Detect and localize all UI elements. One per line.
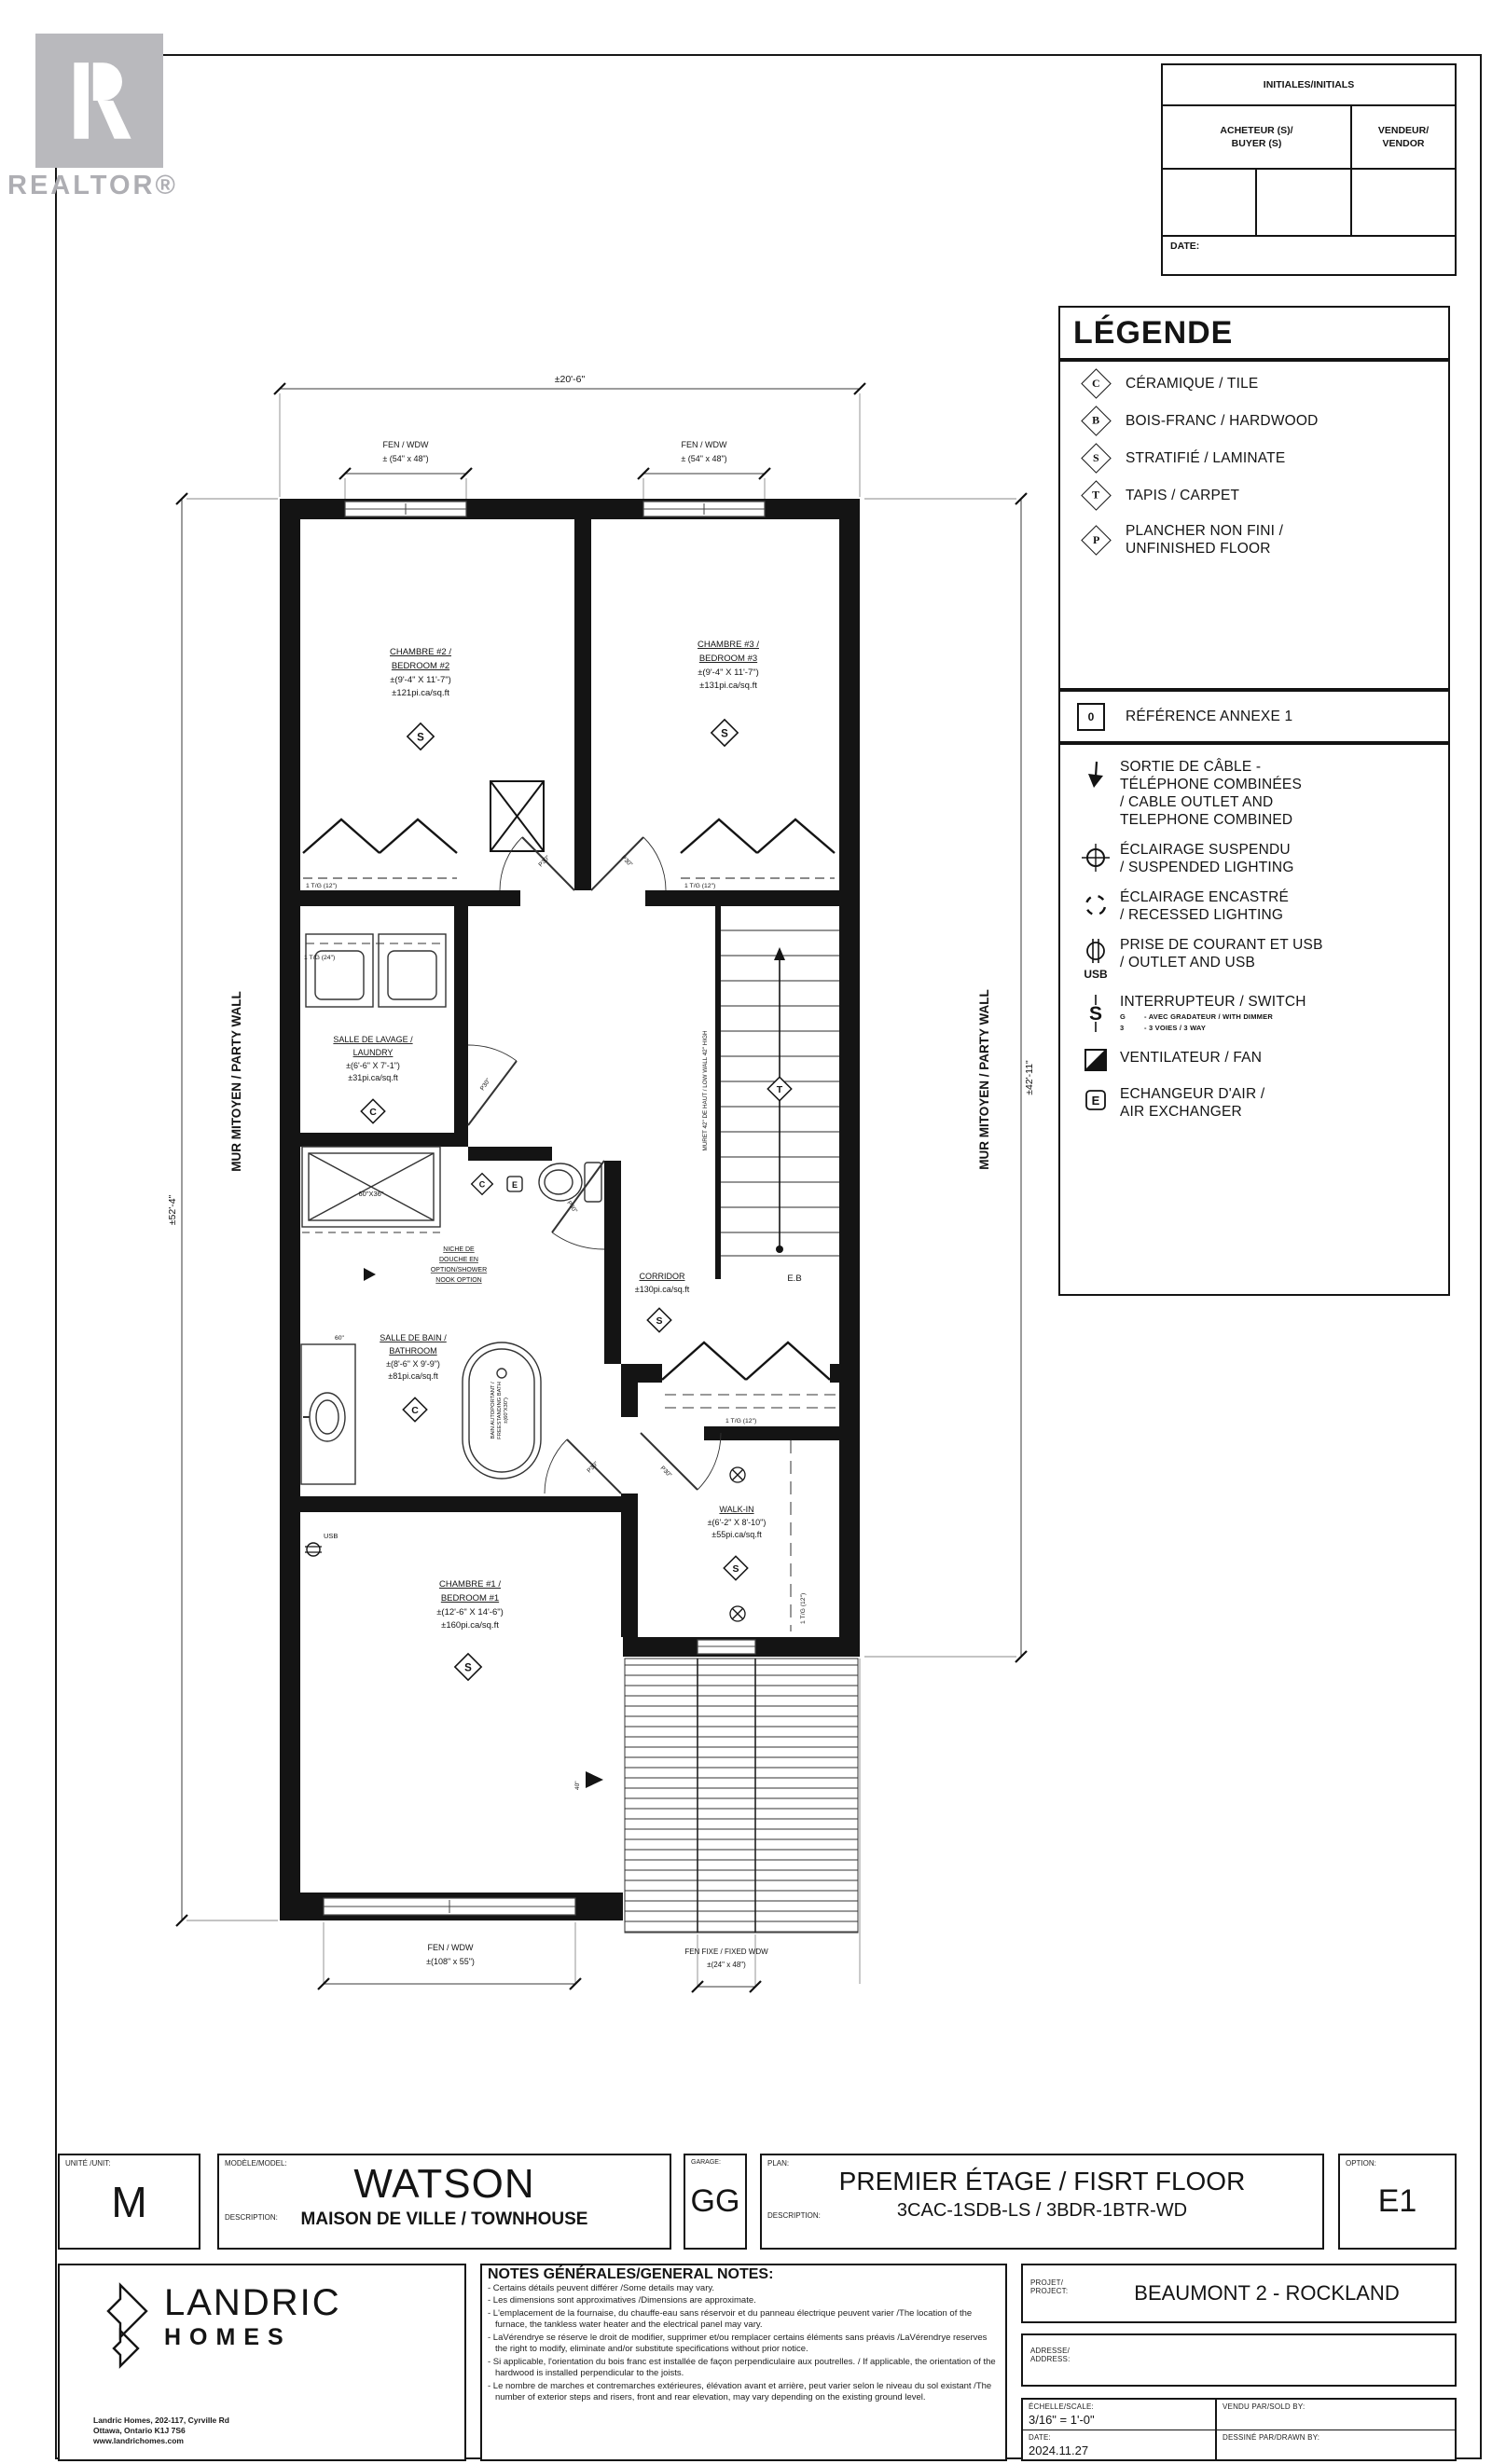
laundry-door: [468, 1045, 517, 1125]
walkin-label: [708, 1505, 767, 1539]
date-value: 2024.11.27: [1029, 2443, 1089, 2457]
svg-text:BAIN AUTOPORTANT /: BAIN AUTOPORTANT /: [490, 1382, 496, 1439]
shower-nook-marker-icon: [364, 1268, 376, 1281]
legend-reference: 0 RÉFÉRENCE ANNEXE 1: [1058, 690, 1450, 743]
svg-text:S: S: [464, 1662, 472, 1674]
scale-date-box: [1021, 2398, 1457, 2461]
dim-right: ±42'-11": [1024, 1060, 1035, 1095]
legend-item-switch: S INTERRUPTEUR / SWITCH G - AVEC GRADATEUR / WITH DIMMER 3 - 3 VOIES / 3 WAY: [1071, 993, 1441, 1033]
realtor-r-icon: [61, 52, 139, 149]
bedroom2-label: [390, 647, 451, 698]
drawn-by-cell[interactable]: DESSINÉ PAR/DRAWN BY:: [1223, 2433, 1320, 2442]
svg-text:BATHROOM: BATHROOM: [389, 1346, 437, 1356]
walkin-door: [641, 1433, 721, 1490]
note-line: - Le nombre de marches et contremarches extérieures, élévation avant et arrière, peut varier selon le niveau du sol existant /The number of exterior steps and risers, front and rear elevation, may vary depending on the existing ground level.: [488, 2380, 992, 2402]
svg-text:CHAMBRE #2 /: CHAMBRE #2 /: [390, 647, 451, 657]
option-box: OPTION: E1: [1338, 2154, 1457, 2250]
project-name: BEAUMONT 2 - ROCKLAND: [1134, 2281, 1400, 2305]
bathroom-label: [380, 1333, 447, 1381]
carpet-diamond-icon: T: [1081, 480, 1112, 511]
svg-text:SALLE DE LAVAGE /: SALLE DE LAVAGE /: [333, 1035, 413, 1044]
buyer-header: ACHETEUR (S)/ BUYER (S): [1163, 106, 1352, 168]
bathroom-floor-diamond: [403, 1397, 426, 1421]
note-line: - LaVérendrye se réserve le droit de modifier, supprimer et/ou remplacer certains éléments sans préavis /LaVérendrye reserves the right to modify, eliminate and/or substitute specifications without prior notice.: [488, 2332, 988, 2354]
stairs-floor-diamond: [767, 1077, 791, 1100]
window-top-right: [643, 502, 765, 516]
laundry-floor-diamond: [361, 1099, 384, 1122]
svg-text:BEDROOM #1: BEDROOM #1: [440, 1593, 500, 1604]
window-bottom: [324, 1898, 575, 1915]
toilet: [539, 1163, 601, 1202]
scale-value: 3/16" = 1'-0": [1029, 2413, 1095, 2427]
svg-text:LAUNDRY: LAUNDRY: [352, 1048, 394, 1057]
svg-text:±31pi.ca/sq.ft: ±31pi.ca/sq.ft: [348, 1073, 398, 1082]
svg-text:FEN FIXE / FIXED WDW: FEN FIXE / FIXED WDW: [684, 1948, 768, 1956]
model-box: MODÈLE/MODEL: DESCRIPTION: WATSON MAISON DE VILLE / TOWNHOUSE: [217, 2154, 671, 2250]
svg-text:±160pi.ca/sq.ft: ±160pi.ca/sq.ft: [441, 1620, 499, 1631]
vendor-header: VENDEUR/ VENDOR: [1377, 125, 1430, 149]
svg-text:1 T/G (12"): 1 T/G (12"): [684, 883, 716, 889]
door-size-labels: [479, 854, 673, 1480]
cable-tel-outlet-icon: [1071, 758, 1120, 829]
svg-text:E: E: [511, 1180, 518, 1190]
svg-text:±(24" x 48"): ±(24" x 48"): [707, 1961, 746, 1969]
svg-text:±(8'-6" X 9'-9"): ±(8'-6" X 9'-9"): [386, 1359, 440, 1369]
vanity-size-label: 60": [335, 1335, 344, 1342]
vanity: [301, 1344, 355, 1484]
legend-item-tile: C CÉRAMIQUE / TILE: [1077, 373, 1439, 394]
svg-text:±(12'-6" X 14'-6"): ±(12'-6" X 14'-6"): [436, 1607, 504, 1617]
builder-name: LANDRIC: [164, 2282, 341, 2323]
tile-diamond-icon: C: [1081, 368, 1112, 399]
svg-text:±121pi.ca/sq.ft: ±121pi.ca/sq.ft: [392, 688, 449, 698]
eb-label: E.B: [787, 1273, 802, 1284]
dim-top: ±20'-6": [554, 374, 586, 385]
svg-text:P30": P30": [565, 1200, 579, 1215]
builder-website[interactable]: www.landrichomes.com: [93, 2436, 184, 2445]
duct-chase: [490, 781, 544, 851]
svg-text:S: S: [417, 732, 424, 744]
svg-text:WALK-IN: WALK-IN: [719, 1505, 754, 1514]
unit-box: UNITÉ /UNIT: M: [58, 2154, 200, 2250]
reference-square-icon: 0: [1077, 703, 1105, 731]
svg-text:±130pi.ca/sq.ft: ±130pi.ca/sq.ft: [634, 1285, 690, 1294]
svg-text:OPTION/SHOWER: OPTION/SHOWER: [430, 1267, 488, 1273]
svg-text:1 T/G (12"): 1 T/G (12"): [306, 883, 338, 889]
note-line: - Certains détails peuvent différer /Some details may vary.: [488, 2282, 715, 2293]
bedroom1-label: [436, 1579, 504, 1631]
legend-item-fan: VENTILATEUR / FAN: [1071, 1045, 1441, 1073]
svg-text:± (54" x 48"): ± (54" x 48"): [681, 454, 727, 463]
initials-title: INITIALES/INITIALS: [1161, 63, 1457, 106]
svg-text:S: S: [1088, 1003, 1103, 1025]
svg-text:MUR MITOYEN / PARTY WALL: MUR MITOYEN / PARTY WALL: [229, 991, 243, 1172]
note-line: - Si applicable, l'orientation du bois franc est installée de façon perpendiculaire aux poutrelles. / If applicable, the orientation of the hardwood is installed perpendicular to the joists.: [488, 2356, 996, 2378]
suspended-light-icon: [1071, 841, 1120, 876]
note-line: - L'emplacement de la fournaise, du chauffe-eau sans réservoir et du panneau électrique peuvent varier /The location of the furnace, the tankless water heater and the electrical panel may vary.: [488, 2307, 973, 2330]
floor-plan: [140, 214, 1072, 2172]
svg-text:±(6'-2" X 8'-10"): ±(6'-2" X 8'-10"): [707, 1518, 767, 1527]
svg-text:S: S: [721, 728, 728, 740]
cable-height-label: 40": [574, 1781, 581, 1790]
svg-text:SALLE DE BAIN /: SALLE DE BAIN /: [380, 1333, 447, 1342]
note-line: - Les dimensions sont approximatives /Dimensions are approximate.: [488, 2295, 756, 2306]
shower-nook-label: [431, 1246, 487, 1284]
recessed-lights: [730, 1467, 745, 1621]
builder-box: [58, 2264, 466, 2461]
svg-text:1 T/G (12"): 1 T/G (12"): [725, 1418, 757, 1425]
bedroom1-floor-diamond: [455, 1654, 481, 1680]
model-description: MAISON DE VILLE / TOWNHOUSE: [300, 2209, 588, 2229]
legend-item-outlet-usb: USB PRISE DE COURANT ET USB / OUTLET AND USB: [1071, 936, 1441, 981]
plan-box: PLAN: DESCRIPTION: PREMIER ÉTAGE / FISRT FLOOR 3CAC-1SDB-LS / 3BDR-1BTR-WD: [760, 2154, 1324, 2250]
initials-table: [1161, 63, 1457, 276]
svg-text:P30": P30": [478, 1077, 492, 1093]
scale-cell: ÉCHELLE/SCALE: 3/16" = 1'-0": [1023, 2400, 1217, 2430]
svg-text:±81pi.ca/sq.ft: ±81pi.ca/sq.ft: [388, 1371, 438, 1381]
landric-logo-icon: [91, 2282, 149, 2385]
bedroom3-floor-diamond: [711, 720, 738, 746]
buyer-initials-cell-2[interactable]: [1257, 170, 1352, 235]
svg-text:BEDROOM #3: BEDROOM #3: [698, 654, 758, 664]
legend-flooring: [1058, 360, 1450, 690]
window-fixed: [698, 1640, 755, 1654]
svg-text:±(9'-4" X 11'-7"): ±(9'-4" X 11'-7"): [390, 675, 451, 685]
project-box: PROJET/ PROJECT: BEAUMONT 2 - ROCKLAND: [1021, 2264, 1457, 2323]
svg-text:P30": P30": [586, 1460, 601, 1475]
outlet-usb-icon: USB: [1071, 936, 1120, 981]
svg-text:C: C: [369, 1107, 377, 1118]
corridor-floor-diamond: [647, 1308, 670, 1331]
svg-text:±(6'-6" X 7'-1"): ±(6'-6" X 7'-1"): [346, 1061, 400, 1070]
builder-address-1: Landric Homes, 202-117, Cyrville Rd: [93, 2416, 229, 2425]
svg-text:±131pi.ca/sq.ft: ±131pi.ca/sq.ft: [699, 681, 757, 691]
sold-by-cell[interactable]: VENDU PAR/SOLD BY:: [1217, 2400, 1455, 2430]
bathtub-label: [490, 1382, 509, 1439]
plan-description: 3CAC-1SDB-LS / 3BDR-1BTR-WD: [896, 2200, 1188, 2221]
realtor-logo: [35, 34, 163, 168]
laminate-diamond-icon: S: [1081, 443, 1112, 474]
bedroom2-floor-diamond: [408, 723, 434, 750]
usb-outlet-symbol: [305, 1532, 338, 1556]
linen-shelf: [665, 1395, 837, 1408]
model-name: WATSON: [353, 2161, 535, 2207]
legend-item-unfinished: P PLANCHER NON FINI / UNFINISHED FLOOR: [1077, 522, 1439, 557]
cable-outlet-symbol: [574, 1771, 603, 1790]
svg-text:C: C: [478, 1179, 486, 1190]
bedroom3-label: [698, 640, 759, 691]
buyer-initials-cell-1[interactable]: [1163, 170, 1257, 235]
bedroom1-door: [545, 1439, 621, 1494]
dim-left: ±52'-4": [167, 1194, 178, 1226]
svg-text:CHAMBRE #3 /: CHAMBRE #3 /: [698, 640, 759, 650]
notes-title: NOTES GÉNÉRALES/GENERAL NOTES:: [488, 2266, 774, 2282]
svg-text:1 T/G (24"): 1 T/G (24"): [304, 955, 336, 961]
initials-date-cell[interactable]: DATE:: [1161, 237, 1457, 276]
window-top-left: [345, 502, 466, 516]
svg-text:MUR MITOYEN / PARTY WALL: MUR MITOYEN / PARTY WALL: [977, 989, 991, 1170]
corridor-label: [635, 1272, 690, 1294]
garage-box: GARAGE: GG: [684, 2154, 747, 2250]
bathroom-door: [552, 1161, 604, 1249]
svg-text:DOUCHE EN: DOUCHE EN: [438, 1257, 479, 1263]
svg-text:S: S: [732, 1563, 739, 1575]
fan-icon: [1071, 1045, 1120, 1073]
svg-text:FEN / WDW: FEN / WDW: [681, 440, 727, 449]
svg-text:CHAMBRE #1 /: CHAMBRE #1 /: [439, 1579, 501, 1590]
svg-text:1 T/G (12"): 1 T/G (12"): [800, 1592, 807, 1624]
laundry-label: [333, 1035, 413, 1082]
shower-size-label: 60"X36": [358, 1190, 384, 1198]
svg-text:T: T: [776, 1084, 783, 1095]
deck-landing: [625, 1659, 858, 1933]
stair-up-arrow-icon: [774, 947, 785, 960]
date-cell: DATE: 2024.11.27: [1023, 2430, 1217, 2460]
bath-air-exchanger-icon: [507, 1177, 522, 1191]
legend-item-air-exchanger: E ECHANGEUR D'AIR / AIR EXCHANGER: [1071, 1085, 1441, 1121]
svg-text:P30": P30": [537, 854, 552, 869]
svg-text:FEN / WDW: FEN / WDW: [382, 440, 429, 449]
unit-value: M: [111, 2177, 147, 2226]
legend-item-suspended-light: ÉCLAIRAGE SUSPENDU / SUSPENDED LIGHTING: [1071, 841, 1441, 876]
plan-title: PREMIER ÉTAGE / FISRT FLOOR: [838, 2167, 1246, 2196]
low-wall-label: MURET 42" DE HAUT / LOW WALL 42" HIGH: [702, 1030, 709, 1151]
svg-text:P30": P30": [658, 1465, 673, 1480]
room-labels: [333, 640, 801, 1680]
svg-text:±(60"X30"): ±(60"X30"): [504, 1397, 509, 1424]
walkin-floor-diamond: [724, 1556, 747, 1579]
vendor-initials-cell[interactable]: [1352, 170, 1455, 235]
garage-value: GG: [690, 2183, 740, 2219]
legend-item-cable-outlet: SORTIE DE CÂBLE - TÉLÉPHONE COMBINÉES / CABLE OUTLET AND TELEPHONE COMBINED: [1071, 758, 1441, 829]
svg-text:±(9'-4" X 11'-7"): ±(9'-4" X 11'-7"): [698, 668, 759, 678]
legend-item-recessed-light: ÉCLAIRAGE ENCASTRÉ / RECESSED LIGHTING: [1071, 888, 1441, 924]
svg-text:CORRIDOR: CORRIDOR: [639, 1272, 685, 1281]
legend-symbols: [1058, 743, 1450, 1296]
svg-text:FREESTANDING BATH: FREESTANDING BATH: [497, 1382, 503, 1439]
legend-item-hardwood: B BOIS-FRANC / HARDWOOD: [1077, 410, 1439, 432]
address-box[interactable]: ADRESSE/ ADDRESS:: [1021, 2333, 1457, 2387]
usb-label: USB: [324, 1532, 338, 1540]
svg-text:±(108" x 55"): ±(108" x 55"): [426, 1957, 475, 1966]
svg-text:NICHE DE: NICHE DE: [443, 1246, 475, 1253]
legend-item-carpet: T TAPIS / CARPET: [1077, 485, 1439, 506]
legend-item-laminate: S STRATIFIÉ / LAMINATE: [1077, 447, 1439, 469]
legend-title: LÉGENDE: [1058, 306, 1450, 360]
air-exchanger-icon: [1071, 1085, 1120, 1121]
svg-text:BEDROOM #2: BEDROOM #2: [391, 661, 450, 671]
svg-text:±55pi.ca/sq.ft: ±55pi.ca/sq.ft: [711, 1530, 762, 1539]
svg-text:FEN / WDW: FEN / WDW: [427, 1943, 474, 1952]
bath-ceramic-diamond: [472, 1174, 493, 1195]
svg-text:C: C: [411, 1405, 419, 1416]
hardwood-diamond-icon: B: [1081, 406, 1112, 436]
general-notes-box: [480, 2264, 1007, 2461]
svg-text:NOOK OPTION: NOOK OPTION: [435, 1277, 482, 1284]
unfinished-diamond-icon: P: [1081, 525, 1112, 556]
svg-text:± (54" x 48"): ± (54" x 48"): [382, 454, 429, 463]
washer-dryer: [306, 934, 446, 1007]
svg-text:E: E: [1091, 1094, 1100, 1108]
realtor-wordmark: REALTOR®: [7, 171, 178, 200]
switch-icon: [1071, 993, 1120, 1033]
svg-text:P30": P30": [619, 854, 634, 869]
recessed-light-icon: [1071, 888, 1120, 924]
svg-text:S: S: [656, 1315, 663, 1327]
builder-address-2: Ottawa, Ontario K1J 7S6: [93, 2426, 186, 2435]
option-value: E1: [1377, 2183, 1417, 2219]
builder-name2: HOMES: [164, 2324, 292, 2350]
